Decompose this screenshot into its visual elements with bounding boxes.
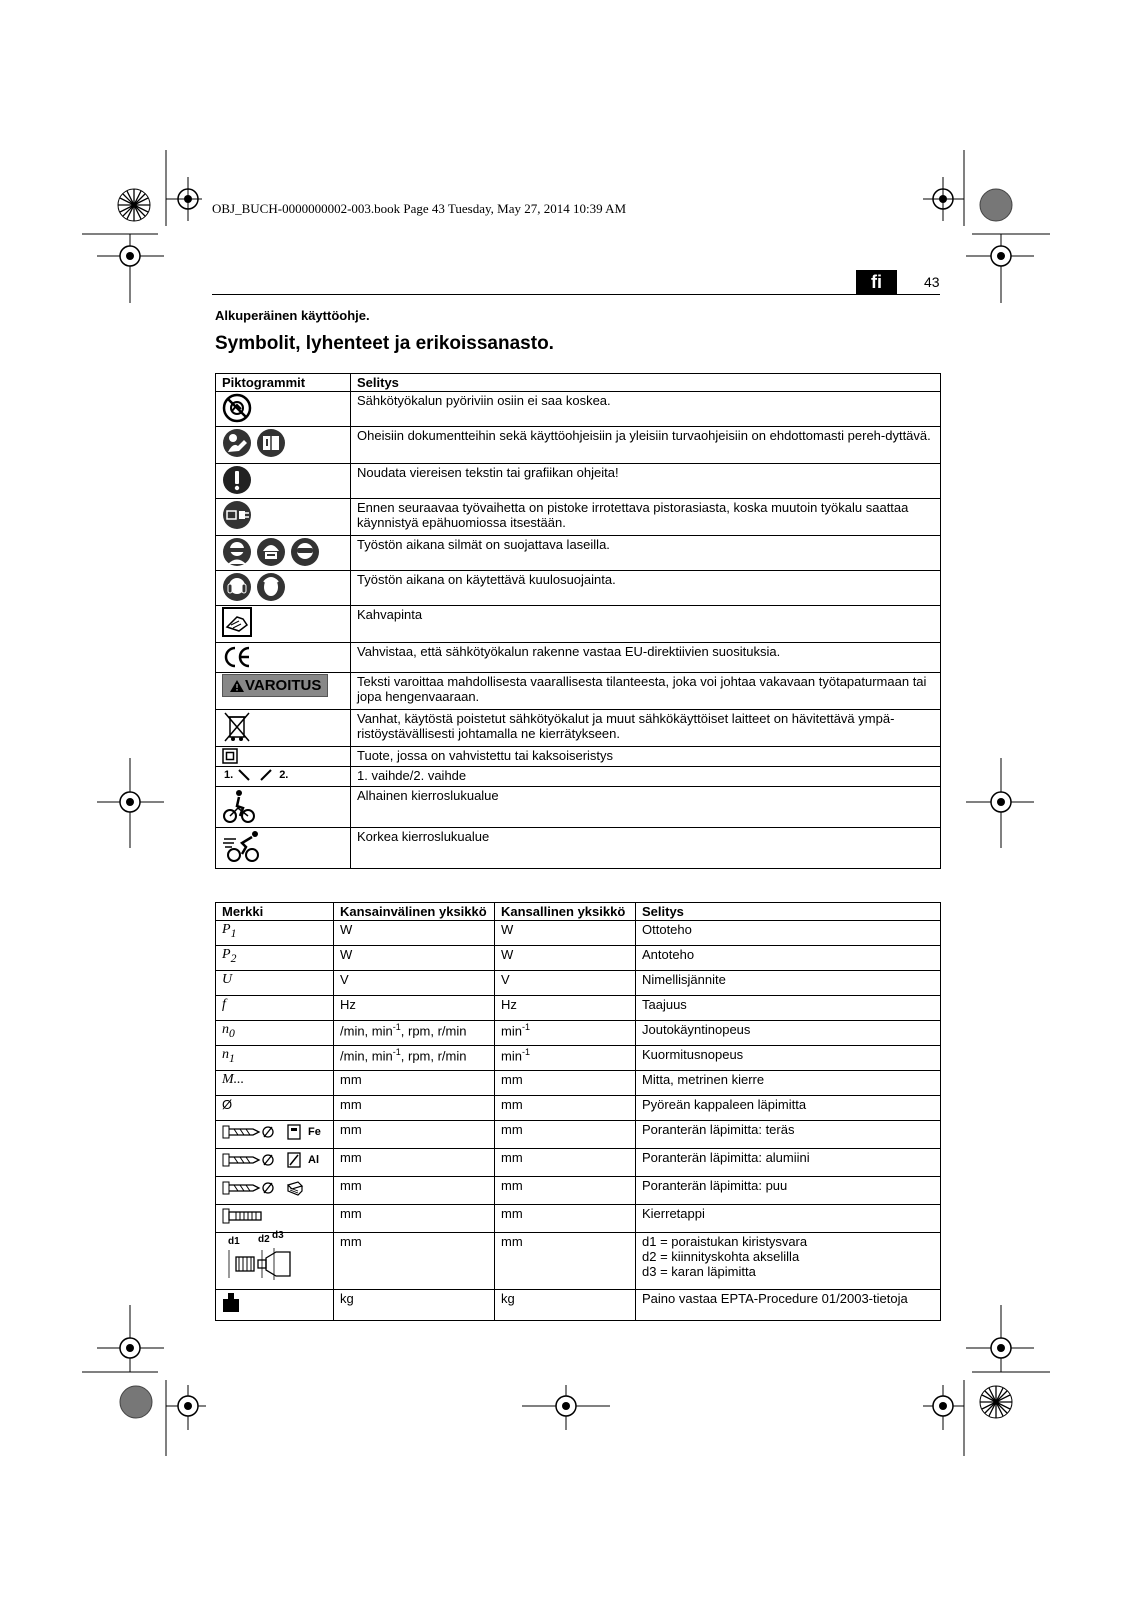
description: Poranterän läpimitta: teräs <box>636 1121 941 1149</box>
natl-unit: mm <box>495 1177 636 1205</box>
symbol-cell: f <box>216 996 334 1021</box>
drill-steel-icon <box>222 1122 327 1142</box>
table-header-row <box>216 374 941 392</box>
desc-line: d1 = poraistukan kiristysvara <box>642 1234 808 1249</box>
col-header: Kansainvälinen yksikkö <box>334 903 495 921</box>
description: Kierretappi <box>636 1205 941 1233</box>
intl-unit: /min, $\min^{-1}$, rpm, r/min <box>334 1046 495 1071</box>
table-row <box>216 921 941 946</box>
goggles-icon <box>290 537 320 567</box>
description: Mitta, metrinen kierre <box>636 1071 941 1096</box>
icon-text: Fe <box>308 1126 321 1138</box>
natl-unit: mm <box>495 1096 636 1121</box>
row-text: Ennen seuraavaa työvaihetta on pistoke irrotettava pistorasiasta, koska muutoin työkalu saattaa käynnistyä epähuomiossa itsestään. <box>351 499 941 536</box>
intl-unit: mm <box>334 1071 495 1096</box>
intl-unit: W <box>334 921 495 946</box>
ce-mark-icon <box>222 644 252 670</box>
description: Poranterän läpimitta: puu <box>636 1177 941 1205</box>
page-title: Symbolit, lyhenteet ja erikoissanasto. <box>215 333 554 354</box>
symbol-cell: $n_1$ <box>216 1046 334 1071</box>
description: Antoteho <box>636 946 941 971</box>
symbol-cell: M... <box>216 1071 334 1096</box>
weight-icon <box>222 1291 240 1313</box>
grip-surface-icon <box>222 607 252 637</box>
face-shield-icon <box>222 537 252 567</box>
table-row <box>216 971 941 996</box>
table-row <box>216 1121 941 1149</box>
table-row <box>216 392 941 427</box>
intl-unit: kg <box>334 1290 495 1321</box>
intl-unit: mm <box>334 1233 495 1290</box>
language-tab: fi <box>856 270 897 294</box>
table-row <box>216 946 941 971</box>
natl-unit: mm <box>495 1149 636 1177</box>
row-text: Noudata viereisen tekstin tai grafiikan ohjeita! <box>351 464 941 499</box>
manual-book-icon <box>256 428 286 458</box>
intl-unit: mm <box>334 1149 495 1177</box>
pictogram-table <box>215 373 941 869</box>
cyclist-slow-icon <box>222 788 256 824</box>
gear-selector-icon <box>222 768 344 782</box>
intl-unit: W <box>334 946 495 971</box>
description: Poranterän läpimitta: alumiini <box>636 1149 941 1177</box>
natl-unit: W <box>495 946 636 971</box>
icon-text: Al <box>308 1154 319 1166</box>
intl-unit: mm <box>334 1177 495 1205</box>
natl-unit: mm <box>495 1121 636 1149</box>
table-header-row <box>216 903 941 921</box>
units-table <box>215 902 941 1321</box>
table-row <box>216 1096 941 1121</box>
warning-label-icon <box>222 674 328 697</box>
d1-label: d1 <box>228 1236 240 1247</box>
natl-unit: mm <box>495 1233 636 1290</box>
row-text: Työstön aikana silmät on suojattava laseilla. <box>351 536 941 571</box>
intl-unit: Hz <box>334 996 495 1021</box>
table-row <box>216 571 941 606</box>
table-row <box>216 606 941 643</box>
row-text: Teksti varoittaa mahdollisesta vaarallisesta tilanteesta, joka voi johtaa vakavaan työtapaturmaan tai jopa hengenvaaraan. <box>351 673 941 710</box>
warning-label-text: VAROITUS <box>245 677 322 694</box>
symbol-cell: $n_0$ <box>216 1021 334 1046</box>
d3-label: d3 <box>272 1230 284 1241</box>
helmet-visor-icon <box>256 537 286 567</box>
row-text: 1. vaihde/2. vaihde <box>351 767 941 787</box>
intl-unit: mm <box>334 1205 495 1233</box>
double-insulation-icon <box>222 748 238 764</box>
description <box>636 1233 941 1290</box>
table-row <box>216 767 941 787</box>
table-row <box>216 1071 941 1096</box>
natl-unit: mm <box>495 1071 636 1096</box>
table-row <box>216 1021 941 1046</box>
col-header: Kansallinen yksikkö <box>495 903 636 921</box>
natl-unit: $\min^{-1}$ <box>495 1021 636 1046</box>
symbol-cell: U <box>216 971 334 996</box>
col-header: Selitys <box>351 374 941 392</box>
table-row <box>216 710 941 747</box>
description: Joutokäyntinopeus <box>636 1021 941 1046</box>
table-row <box>216 427 941 464</box>
book-header: OBJ_BUCH-0000000002-003.book Page 43 Tuesday, May 27, 2014 10:39 AM <box>212 201 627 216</box>
description: Nimellisjännite <box>636 971 941 996</box>
col-header: Selitys <box>636 903 941 921</box>
cyclist-fast-icon <box>222 829 262 863</box>
read-manual-icon <box>222 428 252 458</box>
intl-unit: mm <box>334 1121 495 1149</box>
row-text: Sähkötyökalun pyöriviin osiin ei saa koskea. <box>351 392 941 427</box>
natl-unit: mm <box>495 1205 636 1233</box>
symbol-cell: $P_1$ <box>216 921 334 946</box>
d2-label: d2 <box>258 1234 270 1245</box>
desc-line: d3 = karan läpimitta <box>642 1264 756 1279</box>
drill-aluminium-icon <box>222 1150 327 1170</box>
table-row <box>216 1046 941 1071</box>
natl-unit: Hz <box>495 996 636 1021</box>
table-row <box>216 499 941 536</box>
row-text: Oheisiin dokumentteihin sekä käyttöohjeisiin ja yleisiin turvaohjeisiin on ehdottomasti pereh-dyttävä. <box>351 427 941 464</box>
ear-muffs-icon <box>222 572 252 602</box>
exclamation-icon <box>222 465 252 495</box>
subtitle: Alkuperäinen käyttöohje. <box>215 308 370 323</box>
drill-wood-icon <box>222 1178 327 1198</box>
table-row <box>216 643 941 673</box>
gear-label-1: 1. <box>224 769 234 781</box>
col-header: Piktogrammit <box>216 374 351 392</box>
natl-unit: W <box>495 921 636 946</box>
row-text: Työstön aikana on käytettävä kuulosuojainta. <box>351 571 941 606</box>
row-text: Alhainen kierroslukualue <box>351 787 941 828</box>
table-row <box>216 1290 941 1321</box>
description: Taajuus <box>636 996 941 1021</box>
table-row <box>216 1233 941 1290</box>
crossed-bin-icon <box>222 711 252 743</box>
gear-label-2: 2. <box>279 769 289 781</box>
row-text: Kahvapinta <box>351 606 941 643</box>
description: Ottoteho <box>636 921 941 946</box>
table-row <box>216 1205 941 1233</box>
table-row <box>216 536 941 571</box>
row-text: Vanhat, käytöstä poistetut sähkötyökalut ja muut sähkökäyttöiset laitteet on hävitettävä ympä-ristöystävällisesti johtamalla ne kierrätykseen. <box>351 710 941 747</box>
description: Kuormitusnopeus <box>636 1046 941 1071</box>
header-rule <box>212 294 940 295</box>
table-row <box>216 1177 941 1205</box>
natl-unit: kg <box>495 1290 636 1321</box>
description: Paino vastaa EPTA-Procedure 01/2003-tietoja <box>636 1290 941 1321</box>
col-header: Merkki <box>216 903 334 921</box>
desc-line: d2 = kiinnityskohta akselilla <box>642 1249 800 1264</box>
row-text: Korkea kierroslukualue <box>351 828 941 869</box>
symbol-cell: $P_2$ <box>216 946 334 971</box>
table-row <box>216 828 941 869</box>
unplug-icon <box>222 500 252 530</box>
intl-unit: mm <box>334 1096 495 1121</box>
ear-protection-icon <box>256 572 286 602</box>
table-row <box>216 787 941 828</box>
no-touch-rotating-icon <box>222 393 252 423</box>
description: Pyöreän kappaleen läpimitta <box>636 1096 941 1121</box>
table-row <box>216 464 941 499</box>
intl-unit: /min, $\min^{-1}$, rpm, r/min <box>334 1021 495 1046</box>
table-row <box>216 747 941 767</box>
natl-unit: V <box>495 971 636 996</box>
intl-unit: V <box>334 971 495 996</box>
natl-unit: $\min^{-1}$ <box>495 1046 636 1071</box>
table-row <box>216 1149 941 1177</box>
tap-icon <box>222 1206 264 1226</box>
table-row <box>216 996 941 1021</box>
table-row <box>216 673 941 710</box>
row-text: Tuote, jossa on vahvistettu tai kaksoiseristys <box>351 747 941 767</box>
spindle-dimensions-icon <box>222 1230 302 1284</box>
symbol-cell: Ø <box>216 1096 334 1121</box>
row-text: Vahvistaa, että sähkötyökalun rakenne vastaa EU-direktiivien suosituksia. <box>351 643 941 673</box>
page-number: 43 <box>924 274 940 290</box>
